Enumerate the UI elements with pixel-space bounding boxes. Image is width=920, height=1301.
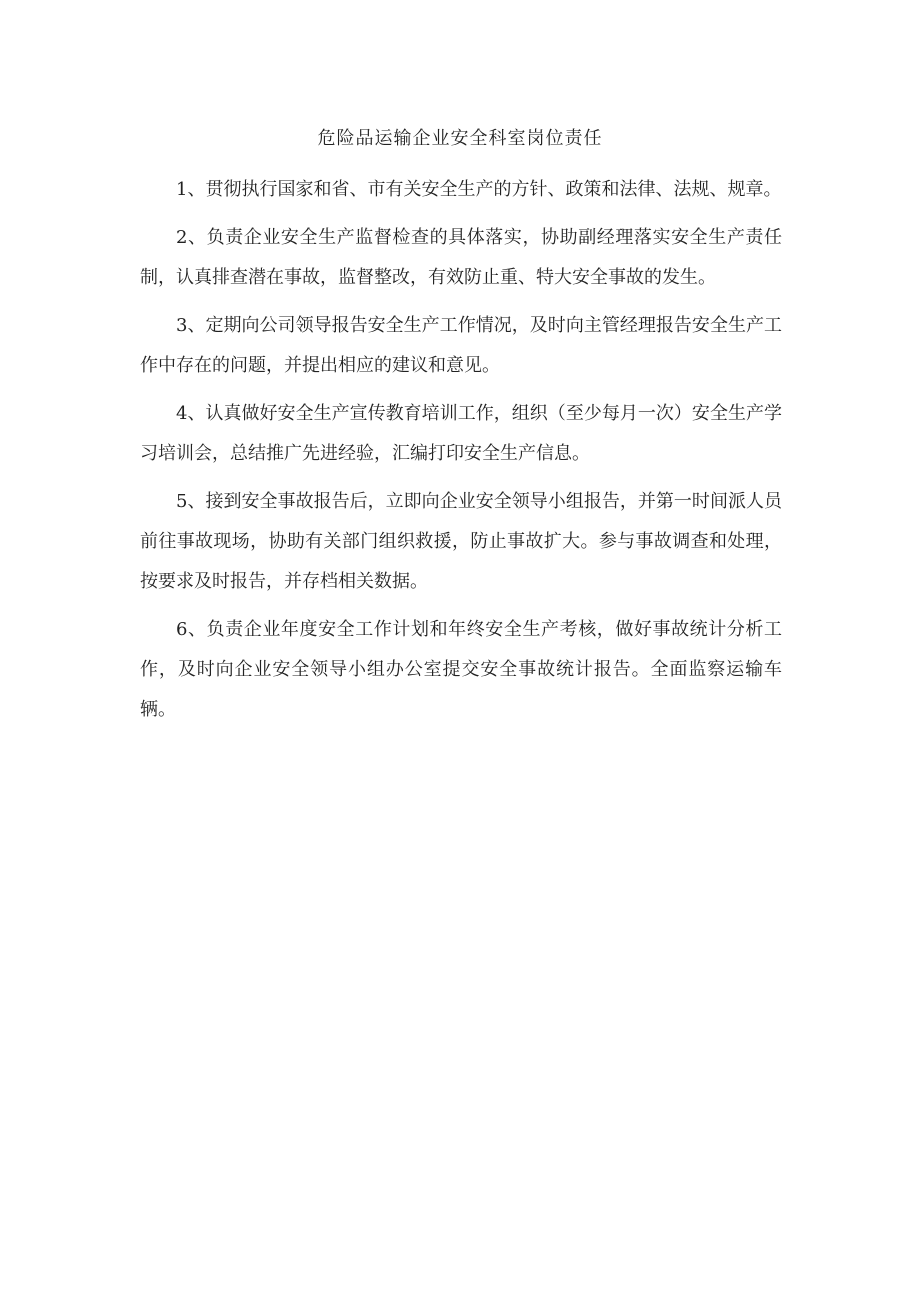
paragraph-2: 2、负责企业安全生产监督检查的具体落实，协助副经理落实安全生产责任制，认真排查潜在事故，监督整改，有效防止重、特大安全事故的发生。 [140, 227, 782, 288]
paragraph-3: 3、定期向公司领导报告安全生产工作情况，及时向主管经理报告安全生产工作中存在的问题，并提出相应的建议和意见。 [140, 315, 782, 376]
document-title: 危险品运输企业安全科室岗位责任 [317, 128, 603, 149]
paragraph-1: 1、贯彻执行国家和省、市有关安全生产的方针、政策和法律、法规、规章。 [176, 179, 782, 200]
paragraph-4: 4、认真做好安全生产宣传教育培训工作，组织（至少每月一次）安全生产学习培训会，总结推广先进经验，汇编打印安全生产信息。 [140, 403, 782, 464]
paragraph-5: 5、接到安全事故报告后，立即向企业安全领导小组报告，并第一时间派人员前往事故现场，协助有关部门组织救援，防止事故扩大。参与事故调查和处理，按要求及时报告，并存档相关数据。 [140, 491, 782, 592]
document-body [140, 170, 782, 738]
paragraph-6: 6、负责企业年度安全工作计划和年终安全生产考核，做好事故统计分析工作，及时向企业安全领导小组办公室提交安全事故统计报告。全面监察运输车辆。 [140, 619, 782, 720]
